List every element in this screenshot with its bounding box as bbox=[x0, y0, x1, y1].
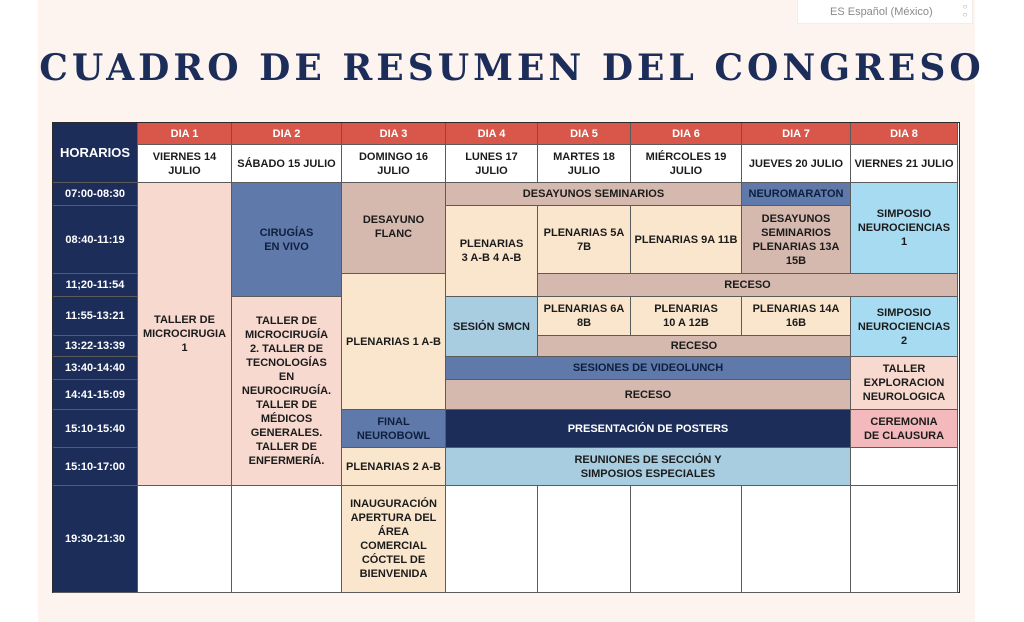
day-header: DIA 8 bbox=[851, 123, 958, 145]
event-desayunos-plenarias-13-15: DESAYUNOS SEMINARIOS PLENARIAS 13A 15B bbox=[742, 206, 851, 274]
event-simposio-neurociencias-1: SIMPOSIO NEUROCIENCIAS 1 bbox=[851, 183, 958, 274]
event-inauguracion: INAUGURACIÓN APERTURA DEL ÁREA COMERCIAL CÓCTEL DE BIENVENIDA bbox=[342, 486, 446, 593]
event-receso: RECESO bbox=[538, 274, 958, 297]
empty-cell bbox=[742, 486, 851, 593]
event-taller-microcirugia-1: TALLER DE MICROCIRUGIA 1 bbox=[138, 183, 232, 486]
day-header: DIA 3 bbox=[342, 123, 446, 145]
event-ceremonia-clausura: CEREMONIA DE CLAUSURA bbox=[851, 410, 958, 448]
language-indicator[interactable] bbox=[797, 0, 973, 24]
day-header: DIA 5 bbox=[538, 123, 631, 145]
event-receso: RECESO bbox=[446, 380, 851, 410]
time-slot: 11;20-11:54 bbox=[53, 274, 138, 297]
time-slot: 14:41-15:09 bbox=[53, 380, 138, 410]
empty-cell bbox=[446, 486, 538, 593]
event-talleres-dia-2: TALLER DE MICROCIRUGÍA 2. TALLER DE TECNOLOGÍAS EN NEUROCIRUGÍA. TALLER DE MÉDICOS GENERALES. TALLER DE ENFERMERÍA. bbox=[232, 297, 342, 486]
day-date: MIÉRCOLES 19 JULIO bbox=[631, 145, 742, 183]
event-simposio-neurociencias-2: SIMPOSIO NEUROCIENCIAS 2 bbox=[851, 297, 958, 357]
day-date: LUNES 17 JULIO bbox=[446, 145, 538, 183]
event-plenarias-14-16: PLENARIAS 14A 16B bbox=[742, 297, 851, 336]
event-cirugias-en-vivo: CIRUGÍAS EN VIVO bbox=[232, 183, 342, 297]
day-date: SÁBADO 15 JULIO bbox=[232, 145, 342, 183]
event-sesion-smcn: SESIÓN SMCN bbox=[446, 297, 538, 357]
day-date: DOMINGO 16 JULIO bbox=[342, 145, 446, 183]
schedule-table bbox=[52, 122, 960, 593]
day-header: DIA 7 bbox=[742, 123, 851, 145]
event-neuromaraton: NEUROMARATON bbox=[742, 183, 851, 206]
event-receso: RECESO bbox=[538, 336, 851, 357]
empty-cell bbox=[538, 486, 631, 593]
time-slot: 15:10-15:40 bbox=[53, 410, 138, 448]
day-date: VIERNES 21 JULIO bbox=[851, 145, 958, 183]
day-header: DIA 4 bbox=[446, 123, 538, 145]
event-sesiones-videolunch: SESIONES DE VIDEOLUNCH bbox=[446, 357, 851, 380]
day-date: VIERNES 14 JULIO bbox=[138, 145, 232, 183]
event-plenarias-3-4: PLENARIAS 3 A-B 4 A-B bbox=[446, 206, 538, 297]
time-slot: 13:40-14:40 bbox=[53, 357, 138, 380]
empty-cell bbox=[851, 448, 958, 486]
horarios-header: HORARIOS bbox=[53, 123, 138, 183]
event-final-neurobowl: FINAL NEUROBOWL bbox=[342, 410, 446, 448]
empty-cell bbox=[138, 486, 232, 593]
day-header: DIA 6 bbox=[631, 123, 742, 145]
day-header: DIA 2 bbox=[232, 123, 342, 145]
event-plenarias-2: PLENARIAS 2 A-B bbox=[342, 448, 446, 486]
time-slot: 07:00-08:30 bbox=[53, 183, 138, 206]
event-plenarias-9-11: PLENARIAS 9A 11B bbox=[631, 206, 742, 274]
time-slot: 08:40-11:19 bbox=[53, 206, 138, 274]
event-plenarias-10-12: PLENARIAS 10 A 12B bbox=[631, 297, 742, 336]
language-menu-icon[interactable]: ○ ○ bbox=[962, 2, 968, 19]
time-slot: 19:30-21:30 bbox=[53, 486, 138, 593]
event-desayunos-seminarios: DESAYUNOS SEMINARIOS bbox=[446, 183, 742, 206]
page-title: CUADRO DE RESUMEN DEL CONGRESO bbox=[39, 47, 985, 89]
empty-cell bbox=[232, 486, 342, 593]
event-taller-exploracion: TALLER EXPLORACION NEUROLOGICA bbox=[851, 357, 958, 410]
time-slot: 13:22-13:39 bbox=[53, 336, 138, 357]
event-desayuno-flanc: DESAYUNO FLANC bbox=[342, 183, 446, 274]
event-plenarias-1: PLENARIAS 1 A-B bbox=[342, 274, 446, 410]
event-presentacion-posters: PRESENTACIÓN DE POSTERS bbox=[446, 410, 851, 448]
event-reuniones-seccion: REUNIONES DE SECCIÓN Y SIMPOSIOS ESPECIALES bbox=[446, 448, 851, 486]
event-plenarias-5-7: PLENARIAS 5A 7B bbox=[538, 206, 631, 274]
event-plenarias-6-8: PLENARIAS 6A 8B bbox=[538, 297, 631, 336]
day-header: DIA 1 bbox=[138, 123, 232, 145]
empty-cell bbox=[631, 486, 742, 593]
language-label: ES Español (México) bbox=[830, 6, 933, 18]
time-slot: 11:55-13:21 bbox=[53, 297, 138, 336]
day-date: MARTES 18 JULIO bbox=[538, 145, 631, 183]
empty-cell bbox=[851, 486, 958, 593]
time-slot: 15:10-17:00 bbox=[53, 448, 138, 486]
day-date: JUEVES 20 JULIO bbox=[742, 145, 851, 183]
